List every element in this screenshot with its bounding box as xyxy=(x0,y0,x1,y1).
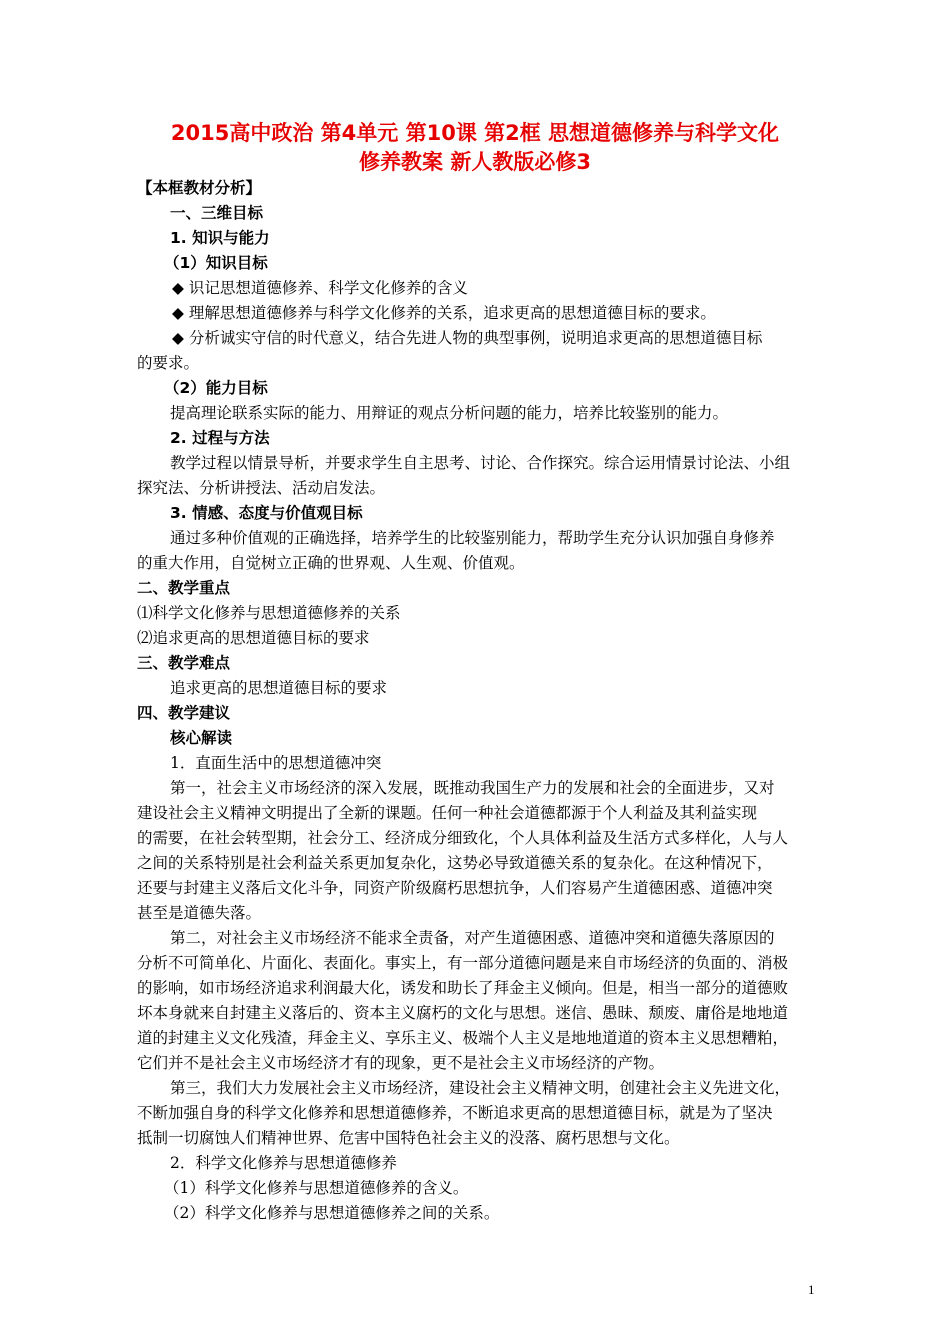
list-item: ⑵追求更高的思想道德目标的要求 xyxy=(137,629,370,647)
heading-key-points: 二、教学重点 xyxy=(137,579,231,597)
text-line: 建设社会主义精神文明提出了全新的课题。任何一种社会道德都源于个人利益及其利益实现 xyxy=(137,804,758,822)
text-line: 道的封建主义文化残渣，拜金主义、享乐主义、极端个人主义是地地道道的资本主义思想糟粕， xyxy=(137,1029,789,1047)
document-title-line-2: 修养教案 新人教版必修3 xyxy=(359,150,591,174)
heading-difficulties: 三、教学难点 xyxy=(137,654,231,672)
heading-knowledge-goal: （1）知识目标 xyxy=(164,254,268,272)
bullet-item: ◆ 分析诚实守信的时代意义，结合先进人物的典型事例，说明追求更高的思想道德目标 xyxy=(172,329,763,347)
text-line: 的影响，如市场经济追求利润最大化，诱发和助长了拜金主义倾向。但是，相当一部分的道德败 xyxy=(137,979,789,997)
subheading-line: 1．直面生活中的思想道德冲突 xyxy=(170,754,382,772)
heading-objectives: 一、三维目标 xyxy=(170,204,264,222)
text-line: 第三，我们大力发展社会主义市场经济，建设社会主义精神文明，创建社会主义先进文化， xyxy=(170,1079,791,1097)
heading-knowledge-ability: 1. 知识与能力 xyxy=(170,229,270,247)
text-line: （2）科学文化修养与思想道德修养之间的关系。 xyxy=(164,1204,500,1222)
text-line: 还要与封建主义落后文化斗争，同资产阶级腐朽思想抗争，人们容易产生道德困惑、道德冲突 xyxy=(137,879,773,897)
text-line: 通过多种价值观的正确选择，培养学生的比较鉴别能力，帮助学生充分认识加强自身修养 xyxy=(170,529,775,547)
text-line: 不断加强自身的科学文化修养和思想道德修养，不断追求更高的思想道德目标，就是为了坚决 xyxy=(137,1104,773,1122)
text-line: 教学过程以情景导析，并要求学生自主思考、讨论、合作探究。综合运用情景讨论法、小组 xyxy=(170,454,791,472)
subheading-line: 2．科学文化修养与思想道德修养 xyxy=(170,1154,397,1172)
text-line: 第二，对社会主义市场经济不能求全责备，对产生道德困惑、道德冲突和道德失落原因的 xyxy=(170,929,775,947)
page-number: 1 xyxy=(808,1282,815,1297)
heading-ability-goal: （2）能力目标 xyxy=(164,379,268,397)
text-line: 的要求。 xyxy=(137,354,200,372)
heading-suggestions: 四、教学建议 xyxy=(137,704,231,722)
text-line: 探究法、分析讲授法、活动启发法。 xyxy=(137,479,386,497)
text-line: 提高理论联系实际的能力、用辩证的观点分析问题的能力，培养比较鉴别的能力。 xyxy=(170,404,729,422)
text-line: 它们并不是社会主义市场经济才有的现象，更不是社会主义市场经济的产物。 xyxy=(137,1054,665,1072)
text-line: 的需要，在社会转型期，社会分工、经济成分细致化，个人具体利益及生活方式多样化，人与人 xyxy=(137,829,789,847)
text-line: 的重大作用，自觉树立正确的世界观、人生观、价值观。 xyxy=(137,554,525,572)
section-heading: 【本框教材分析】 xyxy=(137,179,262,197)
text-line: 追求更高的思想道德目标的要求 xyxy=(170,679,388,697)
text-line: （1）科学文化修养与思想道德修养的含义。 xyxy=(164,1179,469,1197)
text-line: 抵制一切腐蚀人们精神世界、危害中国特色社会主义的没落、腐朽思想与文化。 xyxy=(137,1129,680,1147)
text-line: 分析不可简单化、片面化、表面化。事实上，有一部分道德问题是来自市场经济的负面的、消极 xyxy=(137,954,789,972)
bullet-item: ◆ 理解思想道德修养与科学文化修养的关系，追求更高的思想道德目标的要求。 xyxy=(172,304,716,322)
heading-process-method: 2. 过程与方法 xyxy=(170,429,270,447)
text-line: 第一，社会主义市场经济的深入发展，既推动我国生产力的发展和社会的全面进步，又对 xyxy=(170,779,775,797)
text-line: 坏本身就来自封建主义落后的、资本主义腐朽的文化与思想。迷信、愚昧、颓废、庸俗是地地道 xyxy=(137,1004,789,1022)
text-line: 之间的关系特别是社会利益关系更加复杂化，这势必导致道德关系的复杂化。在这种情况下， xyxy=(137,854,773,872)
document-title-line-1: 2015高中政治 第4单元 第10课 第2框 思想道德修养与科学文化 xyxy=(170,121,780,145)
heading-core-reading: 核心解读 xyxy=(170,729,233,747)
text-line: 甚至是道德失落。 xyxy=(137,904,262,922)
bullet-item: ◆ 识记思想道德修养、科学文化修养的含义 xyxy=(172,279,468,297)
heading-values-goal: 3. 情感、态度与价值观目标 xyxy=(170,504,363,522)
list-item: ⑴科学文化修养与思想道德修养的关系 xyxy=(137,604,401,622)
